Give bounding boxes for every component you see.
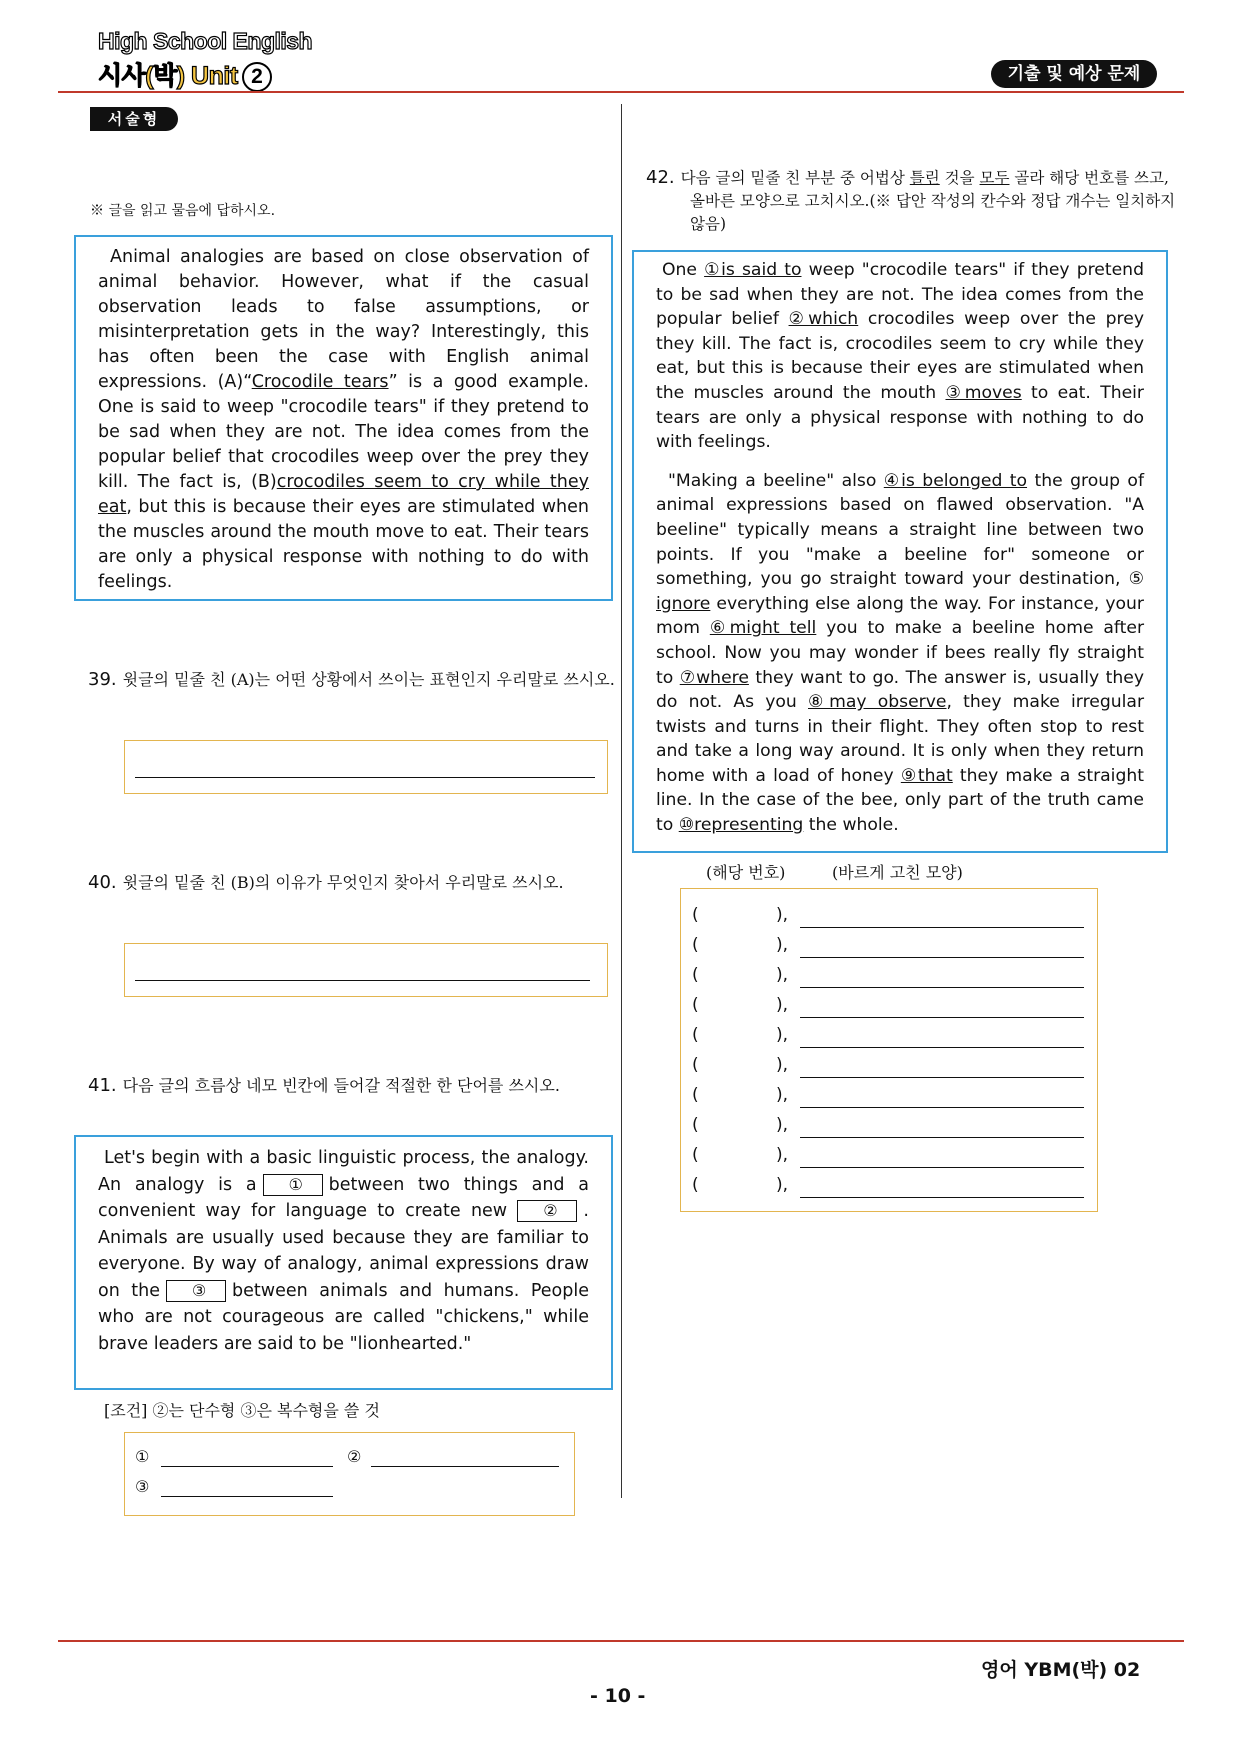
answer-row-open-paren: ( (692, 1025, 699, 1045)
answer-row-open-paren: ( (692, 965, 699, 985)
answer-box-42[interactable] (680, 888, 1098, 1212)
underline-2: ②which (788, 309, 859, 330)
header-category-pill: 기출 및 예상 문제 (991, 60, 1157, 88)
answer-row-open-paren: ( (692, 1115, 699, 1135)
underline-8: ⑧may observe (808, 692, 947, 713)
page-number: - 10 - (590, 1685, 646, 1707)
answer-row-close-paren: ), (776, 1115, 789, 1135)
underline-a: Crocodile tears (251, 372, 389, 392)
question-40-number: 40. (88, 872, 117, 893)
logo-unit-text: 시사(박) Unit (98, 62, 238, 90)
underline-10: ⑩representing (678, 815, 804, 836)
answer-label-2: ② (347, 1447, 362, 1466)
passage-box-42 (632, 250, 1168, 853)
header-divider (58, 91, 1184, 93)
answer-row-close-paren: ), (776, 1055, 789, 1075)
question-39 (88, 668, 632, 692)
question-42-number: 42. (646, 167, 675, 188)
answer-line-41-2[interactable] (371, 1466, 559, 1467)
condition-41: [조건] ②는 단수형 ③은 복수형을 쓸 것 (104, 1401, 380, 1420)
answer-row-line[interactable] (800, 987, 1084, 988)
answer-line-39[interactable] (135, 777, 595, 778)
question-41-text: 다음 글의 흐름상 네모 빈칸에 들어갈 적절한 한 단어를 쓰시오. (122, 1076, 560, 1095)
column-divider (621, 104, 622, 1498)
answer-line-40[interactable] (135, 980, 590, 981)
passage-41-text: Let's begin with a basic linguistic process, the analogy. An analogy is a ① between two things and a convenient way for language to create new ② . Animals are usually used because they are familiar to everyone. By way of analogy, animal expressions draw on the ③ between animals and humans. People who are not courageous are called "chickens," while brave leaders are said to be "lionhearted." (98, 1148, 589, 1354)
passage-42-para-2: "Making a beeline" also ④is belonged to the group of animal expressions based on flawed observation. "A beeline" typically means a straight line between two points. If you "make a beeline for" someone or something, you go straight toward your destination, ⑤ ignore everything else along the way. For instance, your mom ⑥might tell you to make a beeline home after school. Now you may wonder if bees really fly straight to ⑦where they want to go. The answer is, usually they do not. As you ⑧may observe, they make irregular twists and turns in their flight. They often stop to rest and take a long way around. It is only when they return home with a load of honey ⑨that they make a straight line. In the case of the bee, only part of the truth came to ⑩representing the whole. (656, 470, 1145, 836)
question-41-number: 41. (88, 1075, 117, 1096)
unit-number-badge: 2 (242, 62, 272, 92)
blank-box-1: ① (263, 1174, 323, 1196)
answer-row-line[interactable] (800, 927, 1084, 928)
section-tag: 서술형 (90, 107, 178, 131)
underline-b: crocodiles seem to cry while they eat (98, 472, 589, 517)
question-39-number: 39. (88, 669, 117, 690)
answer-row-close-paren: ), (776, 905, 789, 925)
answer-label-3: ③ (135, 1477, 150, 1496)
passage-box-1 (74, 235, 613, 601)
answer-line-41-3[interactable] (161, 1496, 333, 1497)
instruction: ※ 글을 읽고 물음에 답하시오. (90, 203, 276, 219)
answer-row-open-paren: ( (692, 1145, 699, 1165)
label-correction: (바르게 고친 모양) (832, 863, 963, 882)
answer-box-39[interactable] (124, 740, 608, 794)
underline-1: ①is said to (704, 260, 802, 280)
answer-box-40[interactable] (124, 943, 608, 997)
answer-row-close-paren: ), (776, 1025, 789, 1045)
answer-row-open-paren: ( (692, 905, 699, 925)
answer-row-open-paren: ( (692, 935, 699, 955)
question-41 (88, 1074, 632, 1098)
blank-box-2: ② (517, 1200, 577, 1222)
answer-row-line[interactable] (800, 1167, 1084, 1168)
label-number: (해당 번호) (706, 863, 786, 882)
passage-1-text: Animal analogies are based on close observation of animal behavior. However, what if the casual observation leads to false assumptions, or misinterpretation gets in the way? Interestingly, this has often been the case with English animal expressions. (A)“Crocodile tears” is a good example. One is said to weep "crocodile tears" if they pretend to be sad when they are not. The idea comes from the popular belief that crocodiles weep over the prey they kill. The fact is, (B)crocodiles seem to cry while they eat, but this is because their eyes are stimulated when the muscles around the mouth move to eat. Their tears are only a physical response with nothing to do with feelings. (98, 247, 589, 592)
question-40 (88, 871, 632, 895)
question-40-text: 윗글의 밑줄 친 (B)의 이유가 무엇인지 찾아서 우리말로 쓰시오. (122, 873, 564, 892)
answer-row-line[interactable] (800, 1107, 1084, 1108)
passage-box-41 (74, 1135, 613, 1390)
answer-row-line[interactable] (800, 1197, 1084, 1198)
underline-all: 모두 (979, 169, 1010, 187)
answer-row-line[interactable] (800, 1047, 1084, 1048)
answer-row-close-paren: ), (776, 1085, 789, 1105)
answer-row-open-paren: ( (692, 1085, 699, 1105)
logo-line1: High School English (98, 28, 313, 54)
answer-row-line[interactable] (800, 1137, 1084, 1138)
passage-42-para-1: One ①is said to weep "crocodile tears" if they pretend to be sad when they are not. The idea comes from the popular belief ②which crocodiles weep over the prey they kill. The fact is, crocodiles seem to cry while they eat, but this is because their eyes are stimulated when the muscles around the mouth ③moves to eat. Their tears are only a physical response with nothing to do with feelings. (656, 260, 1145, 453)
answer-row-open-paren: ( (692, 1175, 699, 1195)
logo-line2 (98, 56, 272, 92)
answer-row-close-paren: ), (776, 1145, 789, 1165)
answer-label-1: ① (135, 1447, 150, 1466)
answer-row-close-paren: ), (776, 995, 789, 1015)
answer-row-line[interactable] (800, 957, 1084, 958)
answer-row-close-paren: ), (776, 935, 789, 955)
answer-row-open-paren: ( (692, 995, 699, 1015)
answer-row-close-paren: ), (776, 965, 789, 985)
blank-box-3: ③ (166, 1280, 226, 1302)
underline-3: ③moves (945, 382, 1022, 403)
answer-row-line[interactable] (800, 1017, 1084, 1018)
underline-6: ⑥might tell (709, 618, 817, 639)
underline-9: ⑨that (900, 765, 953, 786)
underline-wrong: 틀린 (909, 169, 940, 187)
answer-box-41[interactable] (124, 1432, 575, 1516)
question-42: 42. 다음 글의 밑줄 친 부분 중 어법상 틀린 것을 모두 골라 해당 번호를 쓰고, 올바른 모양으로 고치시오.(※ 답안 작성의 칸수와 정답 개수는 일치하지 않음) (646, 167, 1176, 233)
footer-divider (58, 1640, 1184, 1642)
answer-line-41-1[interactable] (161, 1466, 333, 1467)
footer-label: 영어 YBM(박) 02 (981, 1659, 1141, 1681)
question-39-text: 윗글의 밑줄 친 (A)는 어떤 상황에서 쓰이는 표현인지 우리말로 쓰시오. (122, 670, 615, 689)
answer-row-close-paren: ), (776, 1175, 789, 1195)
underline-7: ⑦where (679, 667, 749, 688)
underline-4: ④is belonged to (883, 470, 1028, 491)
answer-row-line[interactable] (800, 1077, 1084, 1078)
answer-row-open-paren: ( (692, 1055, 699, 1075)
underline-5: ignore (656, 593, 711, 614)
